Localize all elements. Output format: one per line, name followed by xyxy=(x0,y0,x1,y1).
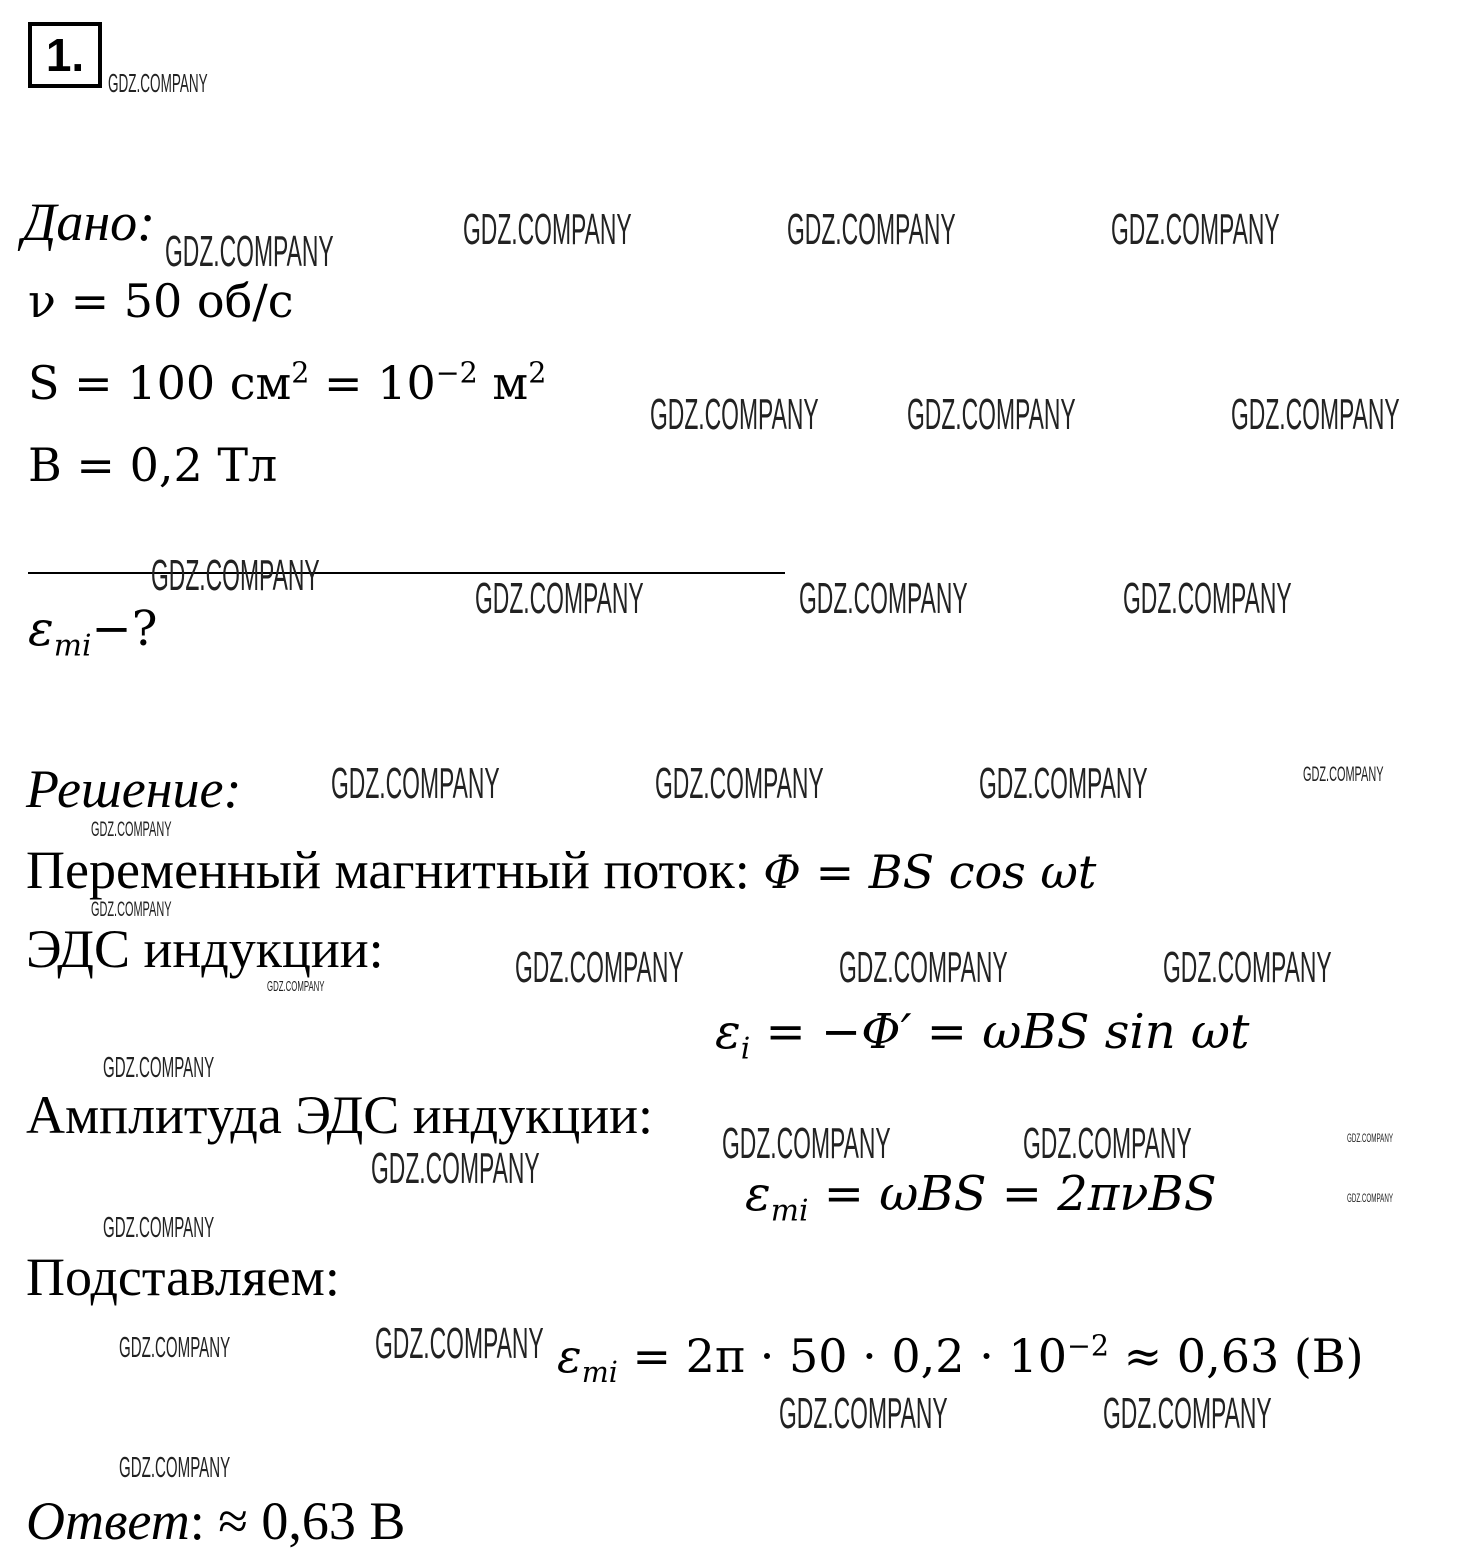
watermark: GDZ.COMPANY xyxy=(1303,763,1384,786)
watermark: GDZ.COMPANY xyxy=(151,551,320,600)
divider xyxy=(28,572,785,574)
watermark: GDZ.COMPANY xyxy=(91,818,172,841)
watermark: GDZ.COMPANY xyxy=(1103,1389,1272,1438)
watermark: GDZ.COMPANY xyxy=(108,68,208,98)
flux-line: Переменный магнитный поток: Φ = BS cos ωt xyxy=(26,840,1097,900)
watermark: GDZ.COMPANY xyxy=(1347,1191,1393,1205)
watermark: GDZ.COMPANY xyxy=(650,390,819,439)
amplitude-formula: $\varepsilon_{mi} = \omega BS = 2\pi\nu BS$ xyxy=(745,1166,1217,1229)
watermark: GDZ.COMPANY xyxy=(787,205,956,254)
watermark: GDZ.COMPANY xyxy=(119,1332,231,1364)
watermark: GDZ.COMPANY xyxy=(979,759,1148,808)
watermark: GDZ.COMPANY xyxy=(779,1389,948,1438)
given-nu: ν = 50 об/с xyxy=(28,274,294,328)
emf-label: ЭДС индукции: xyxy=(26,919,384,979)
watermark: GDZ.COMPANY xyxy=(475,574,644,623)
watermark: GDZ.COMPANY xyxy=(103,1212,215,1244)
given-heading: Дано: xyxy=(22,192,156,252)
emf-formula: $\varepsilon_i = -\Phi' = \omega BS$ sin ωt xyxy=(715,1004,1250,1067)
watermark: GDZ.COMPANY xyxy=(1163,943,1332,992)
watermark: GDZ.COMPANY xyxy=(907,390,1076,439)
problem-number: 1. xyxy=(28,22,102,88)
watermark: GDZ.COMPANY xyxy=(375,1319,544,1368)
watermark: GDZ.COMPANY xyxy=(1111,205,1280,254)
watermark: GDZ.COMPANY xyxy=(91,898,172,921)
watermark: GDZ.COMPANY xyxy=(463,205,632,254)
watermark: GDZ.COMPANY xyxy=(799,574,968,623)
watermark: GDZ.COMPANY xyxy=(1023,1119,1192,1168)
given-area: S = 100 $см^2 = 10^{-2}$ $м^2$ xyxy=(28,356,547,410)
unknown: $\varepsilon_{mi}-$? xyxy=(28,601,158,664)
watermark: GDZ.COMPANY xyxy=(1123,574,1292,623)
watermark: GDZ.COMPANY xyxy=(267,978,325,995)
substitute-label: Подставляем: xyxy=(26,1247,340,1307)
watermark: GDZ.COMPANY xyxy=(722,1119,891,1168)
watermark: GDZ.COMPANY xyxy=(839,943,1008,992)
amplitude-label: Амплитуда ЭДС индукции: xyxy=(26,1085,654,1145)
solution-heading: Решение: xyxy=(26,759,242,819)
watermark: GDZ.COMPANY xyxy=(515,943,684,992)
watermark: GDZ.COMPANY xyxy=(371,1144,540,1193)
watermark: GDZ.COMPANY xyxy=(103,1052,215,1084)
watermark: GDZ.COMPANY xyxy=(655,759,824,808)
substitute-formula: $\varepsilon_{mi} = 2\pi \cdot 50 \cdot 0,2 \cdot 10^{-2} \approx 0,63$ (В) xyxy=(557,1329,1364,1390)
watermark: GDZ.COMPANY xyxy=(1231,390,1400,439)
watermark: GDZ.COMPANY xyxy=(1347,1131,1393,1145)
watermark: GDZ.COMPANY xyxy=(119,1452,231,1484)
watermark: GDZ.COMPANY xyxy=(165,227,334,276)
given-field: B = 0,2 Тл xyxy=(28,438,278,492)
answer: Ответ: ≈ 0,63 В xyxy=(26,1491,406,1551)
watermark: GDZ.COMPANY xyxy=(331,759,500,808)
